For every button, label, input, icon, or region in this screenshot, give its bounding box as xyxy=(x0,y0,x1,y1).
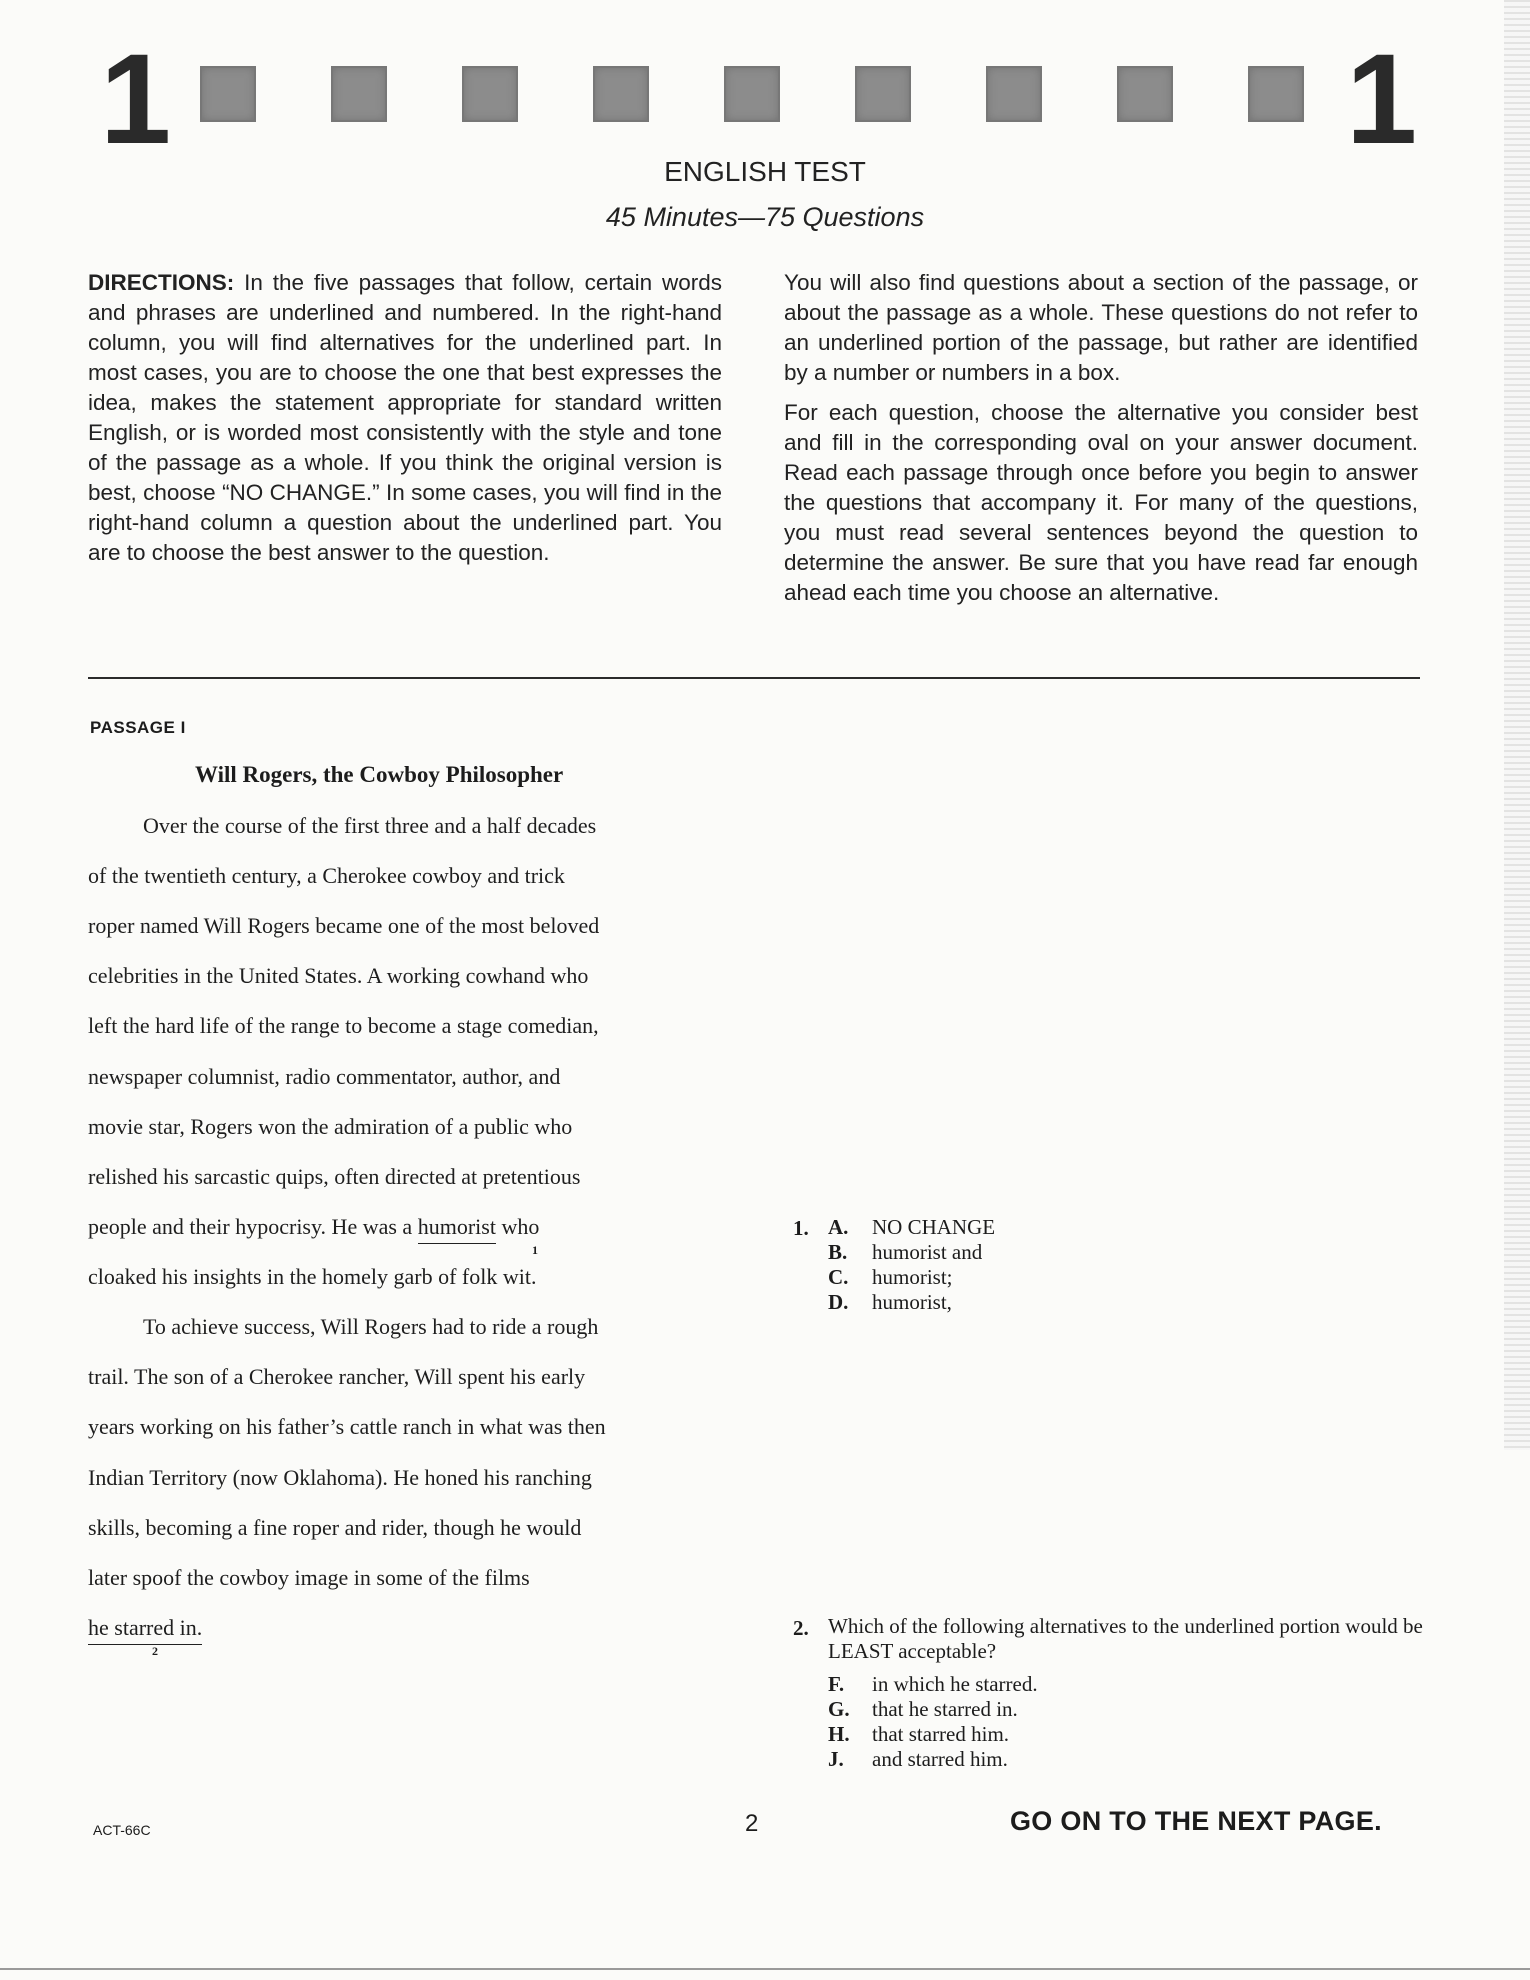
option-letter: H. xyxy=(828,1722,850,1746)
directions-left xyxy=(88,268,722,568)
option-text: NO CHANGE xyxy=(872,1215,996,1239)
option-text: humorist; xyxy=(872,1265,953,1289)
form-code: ACT-66C xyxy=(93,1822,151,1838)
question-1-option[interactable] xyxy=(828,1217,995,1238)
section-number-right: 1 xyxy=(1346,28,1418,171)
option-letter: C. xyxy=(828,1265,849,1289)
page-bottom-edge xyxy=(0,1968,1530,1970)
option-letter: F. xyxy=(828,1672,845,1696)
directions-right-para2: For each question, choose the alternative you consider best and fill in the corresponding oval on your answer document. Read each passage through once before you begin to answer the questions that accompany it. For many of the questions, you must read several sentences beyond the question to determine the answer. Be sure that you have read far enough ahead each time you choose an alternative. xyxy=(784,400,1418,605)
section-divider xyxy=(88,677,1420,679)
scan-edge-artifact xyxy=(1504,0,1530,1450)
question-2-number: 2. xyxy=(793,1616,809,1640)
header-block xyxy=(462,66,518,122)
passage-line: cloaked his insights in the homely garb of folk wit. xyxy=(88,1264,537,1289)
option-text: humorist and xyxy=(872,1240,983,1264)
header-block xyxy=(724,66,780,122)
directions-right xyxy=(784,268,1418,618)
underlined-portion-2: he starred in. xyxy=(88,1615,202,1645)
passage-line: roper named Will Rogers became one of the most beloved xyxy=(88,913,600,938)
header-block xyxy=(1248,66,1304,122)
question-1-option[interactable] xyxy=(828,1242,982,1263)
underline-marker-1: 1 xyxy=(532,1243,538,1257)
passage-line: Over the course of the first three and a half decades xyxy=(143,813,597,838)
passage-text: people and their hypocrisy. He was a xyxy=(88,1214,418,1239)
question-1-number: 1. xyxy=(793,1216,809,1240)
option-letter: D. xyxy=(828,1290,849,1314)
directions-left-text: In the five passages that follow, certain words and phrases are underlined and numbered. In the right-hand column, you will find alternatives for the underlined part. In most cases, you are to choose the one that best expresses the idea, makes the statement appropriate for standard written English, or is worded most consistently with the style and tone of the passage as a whole. If you think the original version is best, choose “NO CHANGE.” In some cases, you will find in the right-hand column a question about the underlined part. You are to choose the best answer to the question. xyxy=(88,270,722,565)
passage-line: celebrities in the United States. A working cowhand who xyxy=(88,963,589,988)
header-block xyxy=(986,66,1042,122)
passage-line: To achieve success, Will Rogers had to ride a rough xyxy=(143,1314,599,1339)
option-text: that he starred in. xyxy=(872,1697,1018,1721)
underline-marker-2: 2 xyxy=(152,1644,158,1658)
question-2-option[interactable] xyxy=(828,1699,1018,1720)
passage-text: who xyxy=(495,1214,540,1239)
test-subtitle: 45 Minutes—75 Questions xyxy=(605,202,925,232)
option-text: in which he starred. xyxy=(872,1672,1038,1696)
test-title: ENGLISH TEST xyxy=(664,156,866,187)
passage-line: relished his sarcastic quips, often directed at pretentious xyxy=(88,1164,581,1189)
section-number-left: 1 xyxy=(100,28,172,171)
header-block xyxy=(855,66,911,122)
option-text: humorist, xyxy=(872,1290,952,1314)
question-2-option[interactable] xyxy=(828,1749,1008,1770)
passage-line: Indian Territory (now Oklahoma). He honed his ranching xyxy=(88,1465,592,1490)
question-2-option[interactable] xyxy=(828,1724,1009,1745)
question-2-stem: Which of the following alternatives to the underlined portion would be LEAST acceptable? xyxy=(828,1614,1423,1663)
next-page-notice: GO ON TO THE NEXT PAGE. xyxy=(1010,1806,1382,1836)
passage-title: Will Rogers, the Cowboy Philosopher xyxy=(195,762,564,787)
question-1-option[interactable] xyxy=(828,1292,952,1313)
passage-label: PASSAGE I xyxy=(90,718,186,737)
header-block xyxy=(593,66,649,122)
option-text: and starred him. xyxy=(872,1747,1008,1771)
passage-line: newspaper columnist, radio commentator, author, and xyxy=(88,1064,561,1089)
page-number: 2 xyxy=(745,1810,759,1837)
question-1-option[interactable] xyxy=(828,1267,953,1288)
directions-label: DIRECTIONS: xyxy=(88,270,235,295)
option-letter: G. xyxy=(828,1697,850,1721)
passage-line-underlined-2 xyxy=(88,1617,202,1639)
option-letter: A. xyxy=(828,1215,849,1239)
passage-line-underlined-1 xyxy=(88,1216,539,1238)
header-block xyxy=(331,66,387,122)
passage-line: skills, becoming a fine roper and rider, though he would xyxy=(88,1515,582,1540)
header-block xyxy=(200,66,256,122)
option-letter: B. xyxy=(828,1240,848,1264)
passage-line: movie star, Rogers won the admiration of a public who xyxy=(88,1114,573,1139)
option-letter: J. xyxy=(828,1747,844,1771)
passage-line: later spoof the cowboy image in some of the films xyxy=(88,1565,530,1590)
passage-line: years working on his father’s cattle ranch in what was then xyxy=(88,1414,606,1439)
passage-line: left the hard life of the range to become a stage comedian, xyxy=(88,1013,599,1038)
option-text: that starred him. xyxy=(872,1722,1010,1746)
directions-right-para1: You will also find questions about a section of the passage, or about the passage as a whole. These questions do not refer to an underlined portion of the passage, but rather are identified by a number or numbers in a box. xyxy=(784,270,1418,385)
header-block xyxy=(1117,66,1173,122)
passage-line: trail. The son of a Cherokee rancher, Will spent his early xyxy=(88,1364,586,1389)
question-2-option[interactable] xyxy=(828,1674,1038,1695)
underlined-portion-1: humorist xyxy=(418,1214,496,1244)
passage-line: of the twentieth century, a Cherokee cowboy and trick xyxy=(88,863,565,888)
